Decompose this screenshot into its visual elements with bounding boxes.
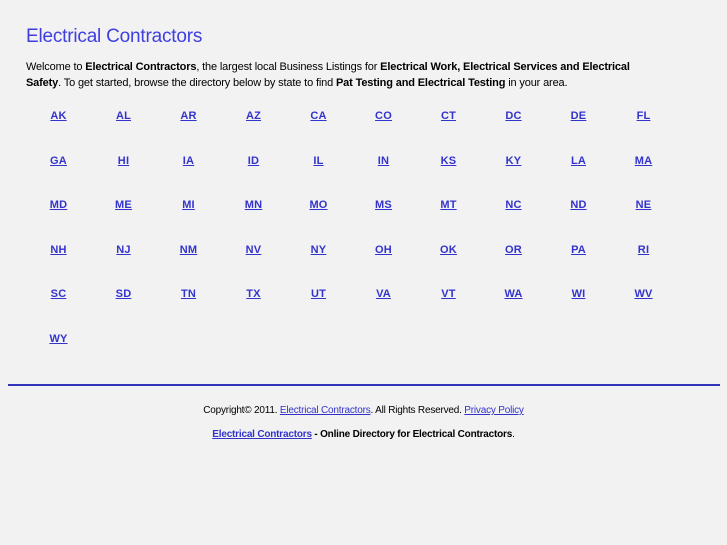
state-link-tx[interactable]: TX: [246, 288, 261, 300]
state-link-de[interactable]: DE: [570, 110, 587, 122]
state-link-sd[interactable]: SD: [115, 288, 132, 300]
state-link-tn[interactable]: TN: [180, 288, 197, 300]
state-link-wv[interactable]: WV: [634, 288, 653, 300]
intro-paragraph: [26, 59, 666, 91]
rights-text: . All Rights Reserved.: [370, 405, 465, 416]
state-link-wa[interactable]: WA: [504, 288, 523, 300]
state-link-ut[interactable]: UT: [310, 288, 327, 300]
state-link-md[interactable]: MD: [49, 199, 68, 211]
state-link-ok[interactable]: OK: [440, 243, 457, 256]
state-link-mn[interactable]: MN: [244, 199, 263, 211]
state-link-ia[interactable]: IA: [182, 154, 195, 167]
state-link-nj[interactable]: NJ: [116, 243, 131, 256]
state-link-ne[interactable]: NE: [635, 199, 652, 211]
state-link-ak[interactable]: AK: [50, 110, 67, 122]
state-link-ar[interactable]: AR: [180, 110, 197, 122]
state-link-nd[interactable]: ND: [570, 199, 587, 211]
state-link-sc[interactable]: SC: [50, 288, 67, 300]
privacy-policy-link[interactable]: Privacy Policy: [464, 405, 524, 416]
state-link-vt[interactable]: VT: [441, 288, 456, 300]
state-link-va[interactable]: VA: [376, 288, 391, 300]
tagline-text: - Online Directory for Electrical Contractors: [311, 429, 513, 440]
state-link-id[interactable]: ID: [247, 154, 260, 167]
footer-site-link[interactable]: Electrical Contractors: [279, 405, 371, 416]
state-link-nc[interactable]: NC: [505, 199, 522, 211]
state-link-nm[interactable]: NM: [179, 243, 198, 256]
state-link-wy[interactable]: WY: [49, 332, 68, 345]
state-link-ms[interactable]: MS: [375, 199, 392, 211]
intro-text-4: in your area.: [505, 77, 568, 89]
state-directory-grid: [26, 110, 676, 377]
footer-copyright: [0, 405, 727, 416]
state-link-fl[interactable]: FL: [636, 110, 651, 122]
state-link-ma[interactable]: MA: [634, 154, 653, 167]
divider: [8, 384, 720, 386]
state-link-ky[interactable]: KY: [505, 154, 522, 167]
state-link-mi[interactable]: MI: [182, 199, 195, 211]
state-link-mt[interactable]: MT: [440, 199, 457, 211]
intro-bold-site-name: Electrical Contractors: [85, 61, 197, 73]
state-link-il[interactable]: IL: [313, 154, 324, 167]
state-link-la[interactable]: LA: [570, 154, 587, 167]
intro-text-1: Welcome to: [26, 61, 86, 73]
intro-text-3: . To get started, browse the directory below by state to find: [58, 77, 336, 89]
page-title: Electrical Contractors: [26, 26, 203, 47]
state-link-az[interactable]: AZ: [245, 110, 262, 122]
state-link-nv[interactable]: NV: [245, 243, 262, 256]
state-link-in[interactable]: IN: [377, 154, 390, 167]
state-link-ri[interactable]: RI: [637, 243, 650, 256]
intro-text-2: , the largest local Business Listings for: [196, 61, 381, 73]
state-link-al[interactable]: AL: [115, 110, 132, 122]
state-link-wi[interactable]: WI: [571, 288, 586, 300]
state-link-mo[interactable]: MO: [309, 199, 328, 211]
state-link-ga[interactable]: GA: [50, 154, 67, 167]
state-link-co[interactable]: CO: [375, 110, 392, 122]
state-link-pa[interactable]: PA: [571, 243, 586, 256]
footer-home-link[interactable]: Electrical Contractors: [212, 429, 312, 440]
state-link-nh[interactable]: NH: [50, 243, 67, 256]
state-link-or[interactable]: OR: [505, 243, 522, 256]
state-link-ca[interactable]: CA: [310, 110, 327, 122]
intro-bold-testing: Pat Testing and Electrical Testing: [336, 77, 506, 89]
state-link-me[interactable]: ME: [115, 199, 132, 211]
state-link-hi[interactable]: HI: [117, 154, 130, 167]
state-link-oh[interactable]: OH: [375, 243, 392, 256]
state-link-ny[interactable]: NY: [310, 243, 327, 256]
state-link-dc[interactable]: DC: [505, 110, 522, 122]
intro-bold-services: Electrical Work, Electrical Services and Electrical Safety: [26, 61, 630, 89]
footer-tagline: [0, 429, 727, 440]
state-link-ks[interactable]: KS: [440, 154, 457, 167]
state-link-ct[interactable]: CT: [440, 110, 457, 122]
copyright-text: Copyright© 2011.: [203, 405, 280, 416]
tagline-end: .: [512, 429, 515, 440]
